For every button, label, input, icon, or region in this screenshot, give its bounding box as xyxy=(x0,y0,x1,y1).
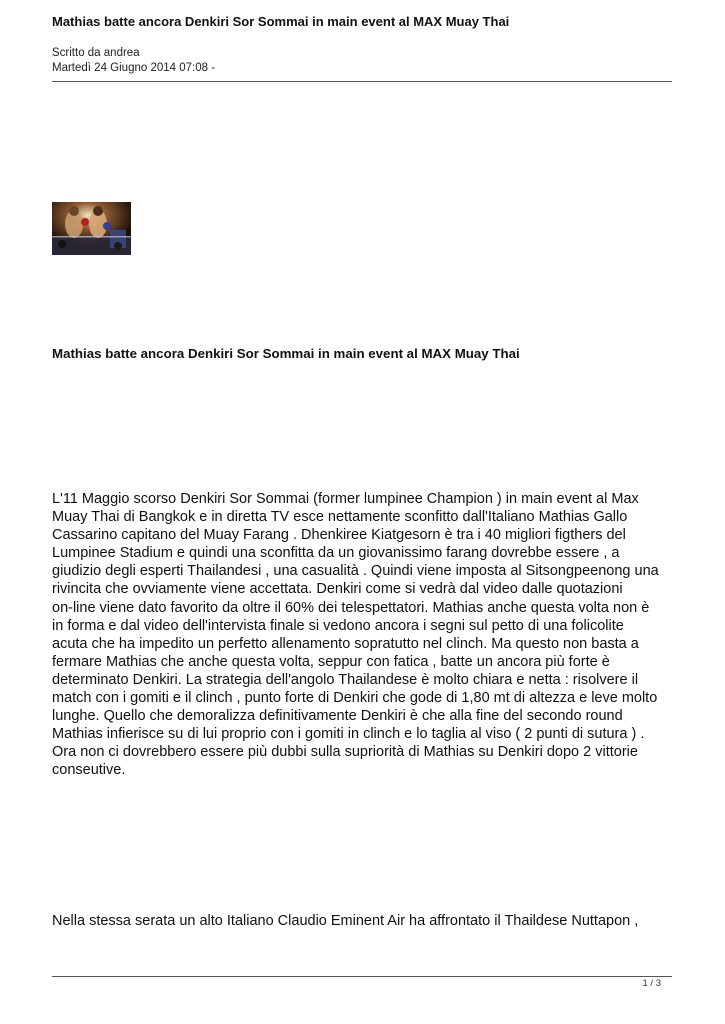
page-number: 1 / 3 xyxy=(642,978,661,989)
paragraph-line: Cassarino capitano del Muay Farang . Dhenkiree Kiatgesorn è tra i 40 migliori figthers del xyxy=(52,527,626,544)
article-paragraph-1 xyxy=(52,490,672,780)
paragraph-line: fermare Mathias che anche questa volta, seppur con fatica , batte un ancora più forte è xyxy=(52,653,610,670)
paragraph-line: giudizio degli esperti Thailandesi , una casualità . Quindi viene imposta al Sitsongpeenong una xyxy=(52,563,659,580)
paragraph-line: acuta che ha impedito un perfetto allenamento sopratutto nel clinch. Ma questo non basta a xyxy=(52,635,639,652)
article-paragraph-2: Nella stessa serata un alto Italiano Claudio Eminent Air ha affrontato il Thaildese Nuttapon , xyxy=(52,913,639,929)
paragraph-line: rivincita che ovviamente viene accettata. Denkiri come si vedrà dal video dalle quotazioni xyxy=(52,581,623,598)
header-divider xyxy=(52,81,672,82)
paragraph-line: determinato Denkiri. La strategia dell'angolo Thailandese è molto chiara e netta : risolvere il xyxy=(52,671,639,688)
author-line: Scritto da andrea xyxy=(52,47,140,59)
date-line: Martedì 24 Giugno 2014 07:08 - xyxy=(52,62,216,74)
paragraph-line: Lumpinee Stadium e quindi una sconfitta da un giovanissimo farang dovrebbe essere , a xyxy=(52,545,620,562)
paragraph-line: Mathias infierisce su di lui proprio con i gomiti in clinch e lo taglia al viso ( 2 punti di sutura ) . xyxy=(52,726,645,743)
article-title: Mathias batte ancora Denkiri Sor Sommai in main event al MAX Muay Thai xyxy=(52,346,520,361)
paragraph-line: L'11 Maggio scorso Denkiri Sor Sommai (former lumpinee Champion ) in main event al Max xyxy=(52,491,639,507)
paragraph-line: match con i gomiti e il clinch , punto forte di Denkiri che gode di 1,80 mt di altezza e leve molto xyxy=(52,690,658,707)
paragraph-line: in forma e dal video dell'intervista finale si vedono ancora i segni sul petto di una folicolite xyxy=(52,617,624,634)
paragraph-line: lunghe. Quello che demoralizza definitivamente Denkiri è che alla fine del secondo round xyxy=(52,708,623,725)
page-header-title: Mathias batte ancora Denkiri Sor Sommai in main event al MAX Muay Thai xyxy=(52,14,510,29)
paragraph-line: Ora non ci dovrebbero essere più dubbi sulla supriorità di Mathias su Denkiri dopo 2 vittorie xyxy=(52,744,638,761)
paragraph-line: on-line viene dato favorito da oltre il 60% dei telespettatori. Mathias anche questa volta non è xyxy=(52,599,650,616)
article-meta xyxy=(52,46,215,76)
fight-photo-icon xyxy=(52,202,131,255)
footer-divider xyxy=(52,976,672,977)
paragraph-line: Muay Thai di Bangkok e in diretta TV esce nettamente sconfitto dall'Italiano Mathias Gallo xyxy=(52,509,628,526)
paragraph-line: conseutive. xyxy=(52,762,126,779)
